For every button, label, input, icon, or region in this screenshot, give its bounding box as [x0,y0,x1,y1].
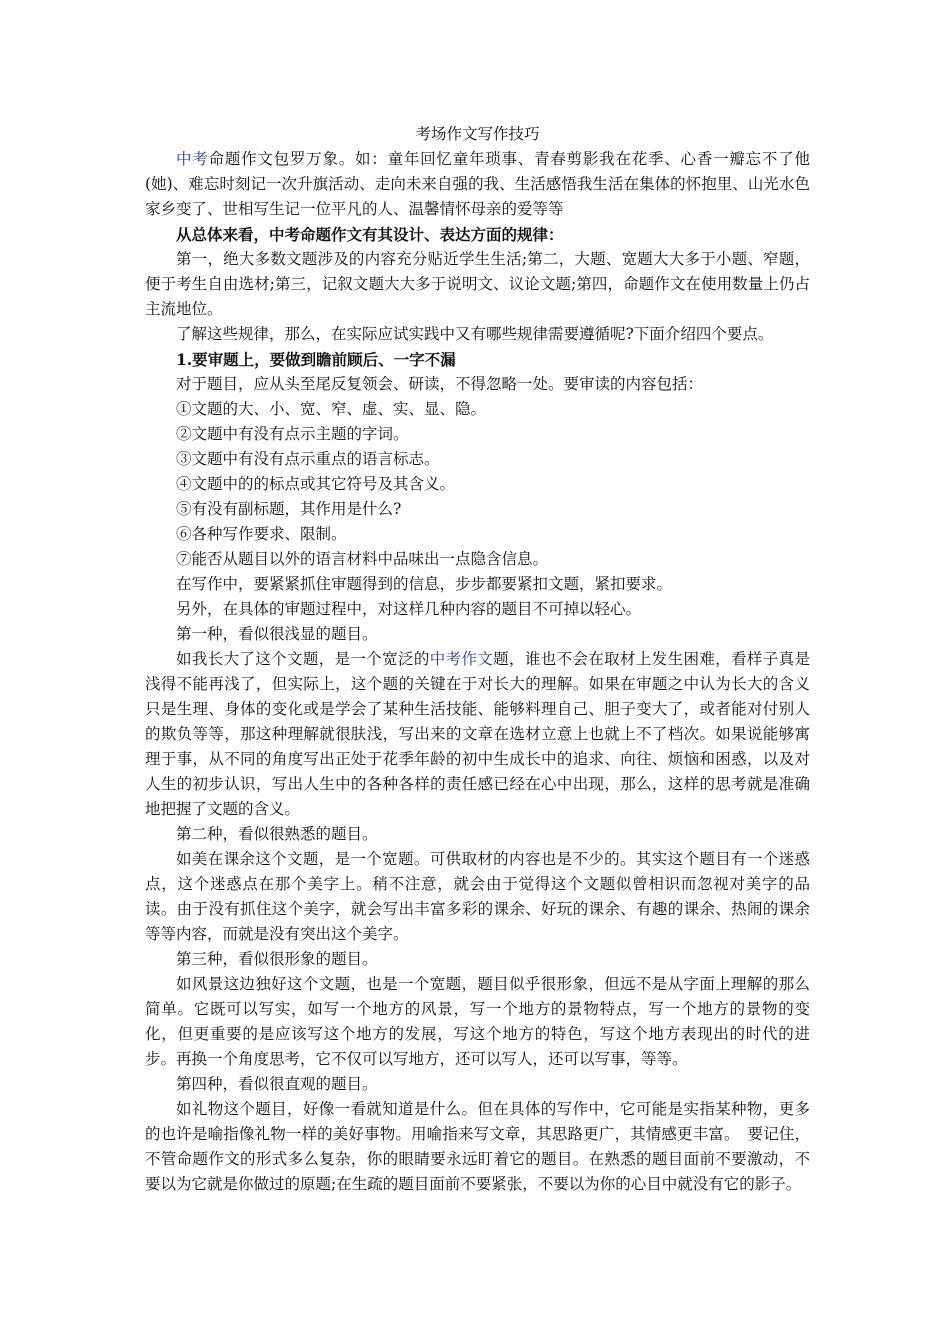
example1-after: 题，谁也不会在取材上发生困难，看样子真是浅得不能再浅了，但实际上，这个题的关键在于对长大的理解。如果在审题之中认为长大的含义只是生理、身体的变化或是学会了某种生活技能、能够料理自己、胆子变大了，或者能对付别人的欺负等等，那这种理解就很肤浅，写出来的文章在选材立意上也就上不了档次。如果说能够寓理于事，从不同的角度写出正处于花季年龄的初中生成长中的追求、向往、烦恼和困惑，以及对人生的初步认识，写出人生中的各种各样的责任感已经在心中出现，那么，这样的思考就是准确地把握了文题的含义。 [145,650,810,818]
review-item: ②文题中有没有点示主题的字词。 [176,425,409,443]
review-item: ⑤有没有副标题，其作用是什么? [176,500,402,518]
type4-heading: 第四种，看似很直观的题目。 [176,1075,378,1093]
review-item: ①文题的大、小、宽、窄、虚、实、显、隐。 [176,400,487,418]
section-heading-1: 1.要审题上，要做到瞻前顾后、一字不漏 [176,350,456,369]
writing-paragraph: 在写作中，要紧紧抓住审题得到的信息，步步都要紧扣文题，紧扣要求。 [176,575,673,593]
example2-paragraph: 如美在课余这个文题，是一个宽题。可供取材的内容也是不少的。其实这个题目有一个迷惑点，这个迷惑点在那个美字上。稍不注意，就会由于觉得这个文题似曾相识而忽视对美字的品读。由于没有抓住这个美字，就会写出丰富多彩的课余、好玩的课余、有趣的课余、热闹的课余等等内容，而就是没有突出这个美字。 [145,850,810,943]
review-item: ④文题中的的标点或其它符号及其含义。 [176,475,456,493]
type3-heading: 第三种，看似很形象的题目。 [176,950,378,968]
zhongkao-link[interactable]: 中考 [176,150,209,168]
example3-paragraph: 如风景这边独好这个文题，也是一个宽题，题目似乎很形象，但远不是从字面上理解的那么简单。它既可以写实，如写一个地方的风景，写一个地方的景物特点，写一个地方的景物的变化，但更重要的是应该写这个地方的发展，写这个地方的特色，写这个地方表现出的时代的进步。再换一个角度思考，它不仅可以写地方，还可以写人，还可以写事，等等。 [145,975,810,1068]
example1-before: 如我长大了这个文题，是一个宽泛的 [176,650,430,668]
document-title: 考场作文写作技巧 [415,125,540,143]
understand-paragraph: 了解这些规律，那么，在实际应试实践中又有哪些规律需要遵循呢?下面介绍四个要点。 [176,325,774,343]
also-paragraph: 另外，在具体的审题过程中，对这样几种内容的题目不可掉以轻心。 [176,600,642,618]
type1-heading: 第一种，看似很浅显的题目。 [176,625,378,643]
review-item: ⑦能否从题目以外的语言材料中品味出一点隐含信息。 [176,550,549,568]
example4-paragraph: 如礼物这个题目，好像一看就知道是什么。但在具体的写作中，它可能是实指某种物，更多的也许是喻指像礼物一样的美好事物。用喻指来写文章，其思路更广，其情感更丰富。 要记住，不管命题作文的形式多么复杂，你的眼睛要永远盯着它的题目。在熟悉的题目面前不要激动，不要以为它就是你做过的原题;在生疏的题目面前不要紧张，不要以为你的心目中就没有它的影子。 [145,1100,810,1193]
example1-paragraph [145,647,810,822]
rules-heading: 从总体来看，中考命题作文有其设计、表达方面的规律： [176,225,564,244]
document-page [145,122,810,1197]
type2-heading: 第二种，看似很熟悉的题目。 [176,825,378,843]
rules-paragraph: 第一，绝大多数文题涉及的内容充分贴近学生生活;第二，大题、宽题大大多于小题、窄题，便于考生自由选材;第三，记叙文题大大多于说明文、议论文题;第四，命题作文在使用数量上仍占主流地位。 [145,250,810,318]
intro-text: 命题作文包罗万象。如：童年回忆童年琐事、青春剪影我在花季、心香一瓣忘不了他(她)、难忘时刻记一次升旗活动、走向未来自强的我、生活感悟我生活在集体的怀抱里、山光水色家乡变了、世相写生记一位平凡的人、温馨情怀母亲的爱等等 [145,150,810,218]
review-item: ③文题中有没有点示重点的语言标志。 [176,450,440,468]
review-paragraph: 对于题目，应从头至尾反复领会、研读，不得忽略一处。要审读的内容包括： [176,375,704,393]
intro-paragraph [145,147,810,222]
zhongkao-zuowen-link[interactable]: 中考作文 [429,650,494,668]
review-item: ⑥各种写作要求、限制。 [176,525,347,543]
